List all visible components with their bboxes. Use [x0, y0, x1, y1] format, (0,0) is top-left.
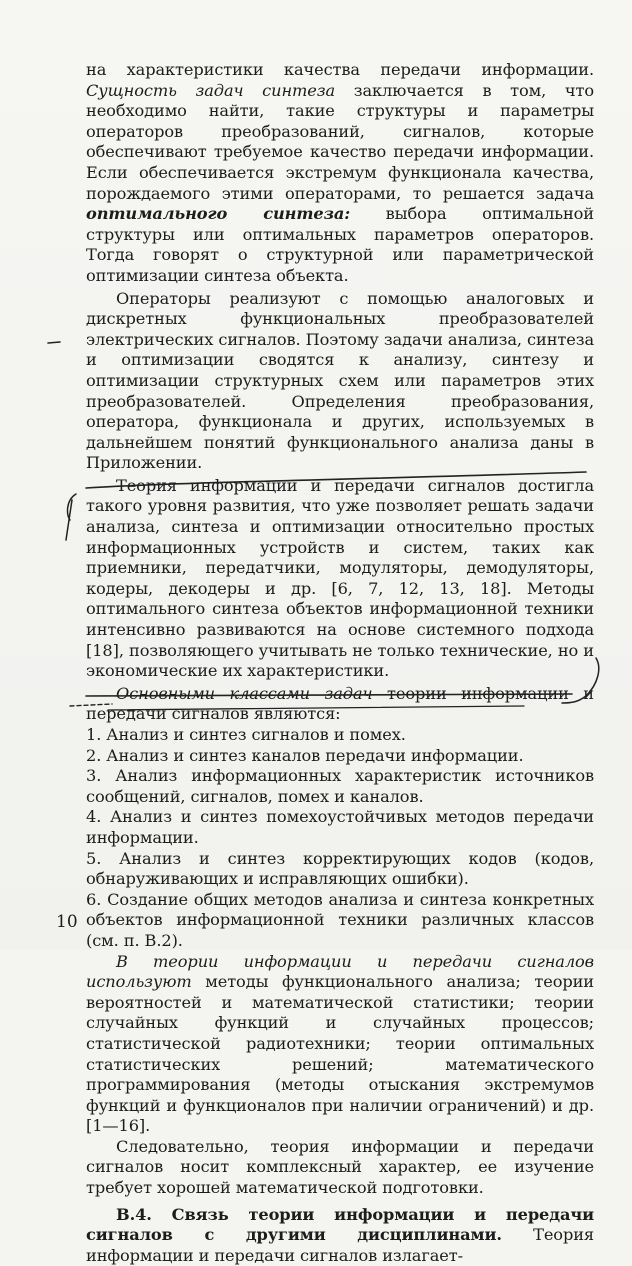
synthesis-text-end: выбора оптимальной структуры или оптимальных параметров операторов. Тогда говорят о структурной или параметрической оптимизации синтеза объекта.	[86, 204, 594, 285]
paragraph-methods	[86, 952, 594, 1137]
paragraph-synthesis	[86, 60, 594, 287]
list-item: 4. Анализ и синтез помехоустойчивых методов передачи информации.	[86, 807, 594, 847]
list-item: 2. Анализ и синтез каналов передачи информации.	[86, 745, 524, 765]
main-classes-text: теории информации и передачи сигналов являются:	[86, 683, 594, 724]
page-number: 10	[56, 912, 78, 932]
optimal-synthesis-term: оптимального синтеза:	[86, 204, 351, 224]
section-text: Теория информации и передачи сигналов излагает-	[86, 1225, 595, 1265]
list-item: 5. Анализ и синтез корректирующих кодов (кодов, обнаруживающих и исправляющих ошибки).	[86, 848, 594, 889]
paragraph-theory: Теория информации и передачи сигналов достигла такого уровня развития, что уже позволяет решать задачи анализа, синтеза и оптимизации относительно простых информационных устройств и систем, таких как приемники, передатчики, модуляторы, демодуляторы, кодеры, декодеры и др. [6, 7, 12, 13, 18]. Методы оптимального синтеза объектов информационной техники интенсивно развиваются на основе системного подхода [18], позволяющего учитывать не только технические, но и экономические их характеристики.	[86, 475, 594, 681]
methods-text: методы функционального анализа; теории вероятностей и математической статистики; теории случайных функций и случайных процессов; статистической радиотехники; теории оптимальных статистических решений; математического программирования (методы отыскания экстремумов функций и функционалов при наличии ограничений) и др. [1—16].	[86, 972, 594, 1136]
pen-margin-dash	[48, 342, 60, 343]
methods-term: В теории информации и передачи сигналов используют	[86, 951, 594, 992]
main-classes-term: Основными классами задач	[116, 683, 373, 703]
list-item: 3. Анализ информационных характеристик источников сообщений, сигналов, помех и каналов.	[86, 766, 594, 806]
list-item: 6. Создание общих методов анализа и синтеза конкретных объектов информационной техники различных классов (см. п. В.2).	[86, 889, 594, 950]
paragraph-operators: Операторы реализуют с помощью аналоговых и дискретных функциональных преобразователей электрических сигналов. Поэтому задачи анализа, синтеза и оптимизации сводятся к анализу, синтезу и оптимизации структурных схем или параметров этих преобразователей. Определения преобразования, оператора, функционала и других, используемых в дальнейшем понятий функционального анализа даны в Приложении.	[86, 288, 594, 473]
pen-bracket	[66, 494, 76, 540]
list-item: 1. Анализ и синтез сигналов и помех.	[86, 725, 406, 744]
section-paragraph	[86, 1205, 594, 1266]
section-heading: В.4. Связь теории информации и передачи сигналов с другими дисциплинами.	[86, 1204, 594, 1245]
synthesis-text-body: заключается в том, что необходимо найти, такие структуры и параметры операторов преобразований, сигналов, которые обеспечивают требуемое качество передачи информации. Если обеспечивается экстремум функционала качества, порождаемого этими операторами, то решается задача	[86, 80, 595, 203]
synthesis-essence-term: Сущность задач синтеза	[86, 80, 336, 100]
page-body	[86, 60, 594, 1266]
synthesis-text-start: на характеристики качества передачи информации.	[86, 60, 594, 79]
task-classes-list	[86, 725, 594, 952]
paragraph-conclusion: Следовательно, теория информации и передачи сигналов носит комплексный характер, ее изучение требует хорошей математической подготовки.	[86, 1136, 594, 1198]
paragraph-classes	[86, 684, 594, 725]
